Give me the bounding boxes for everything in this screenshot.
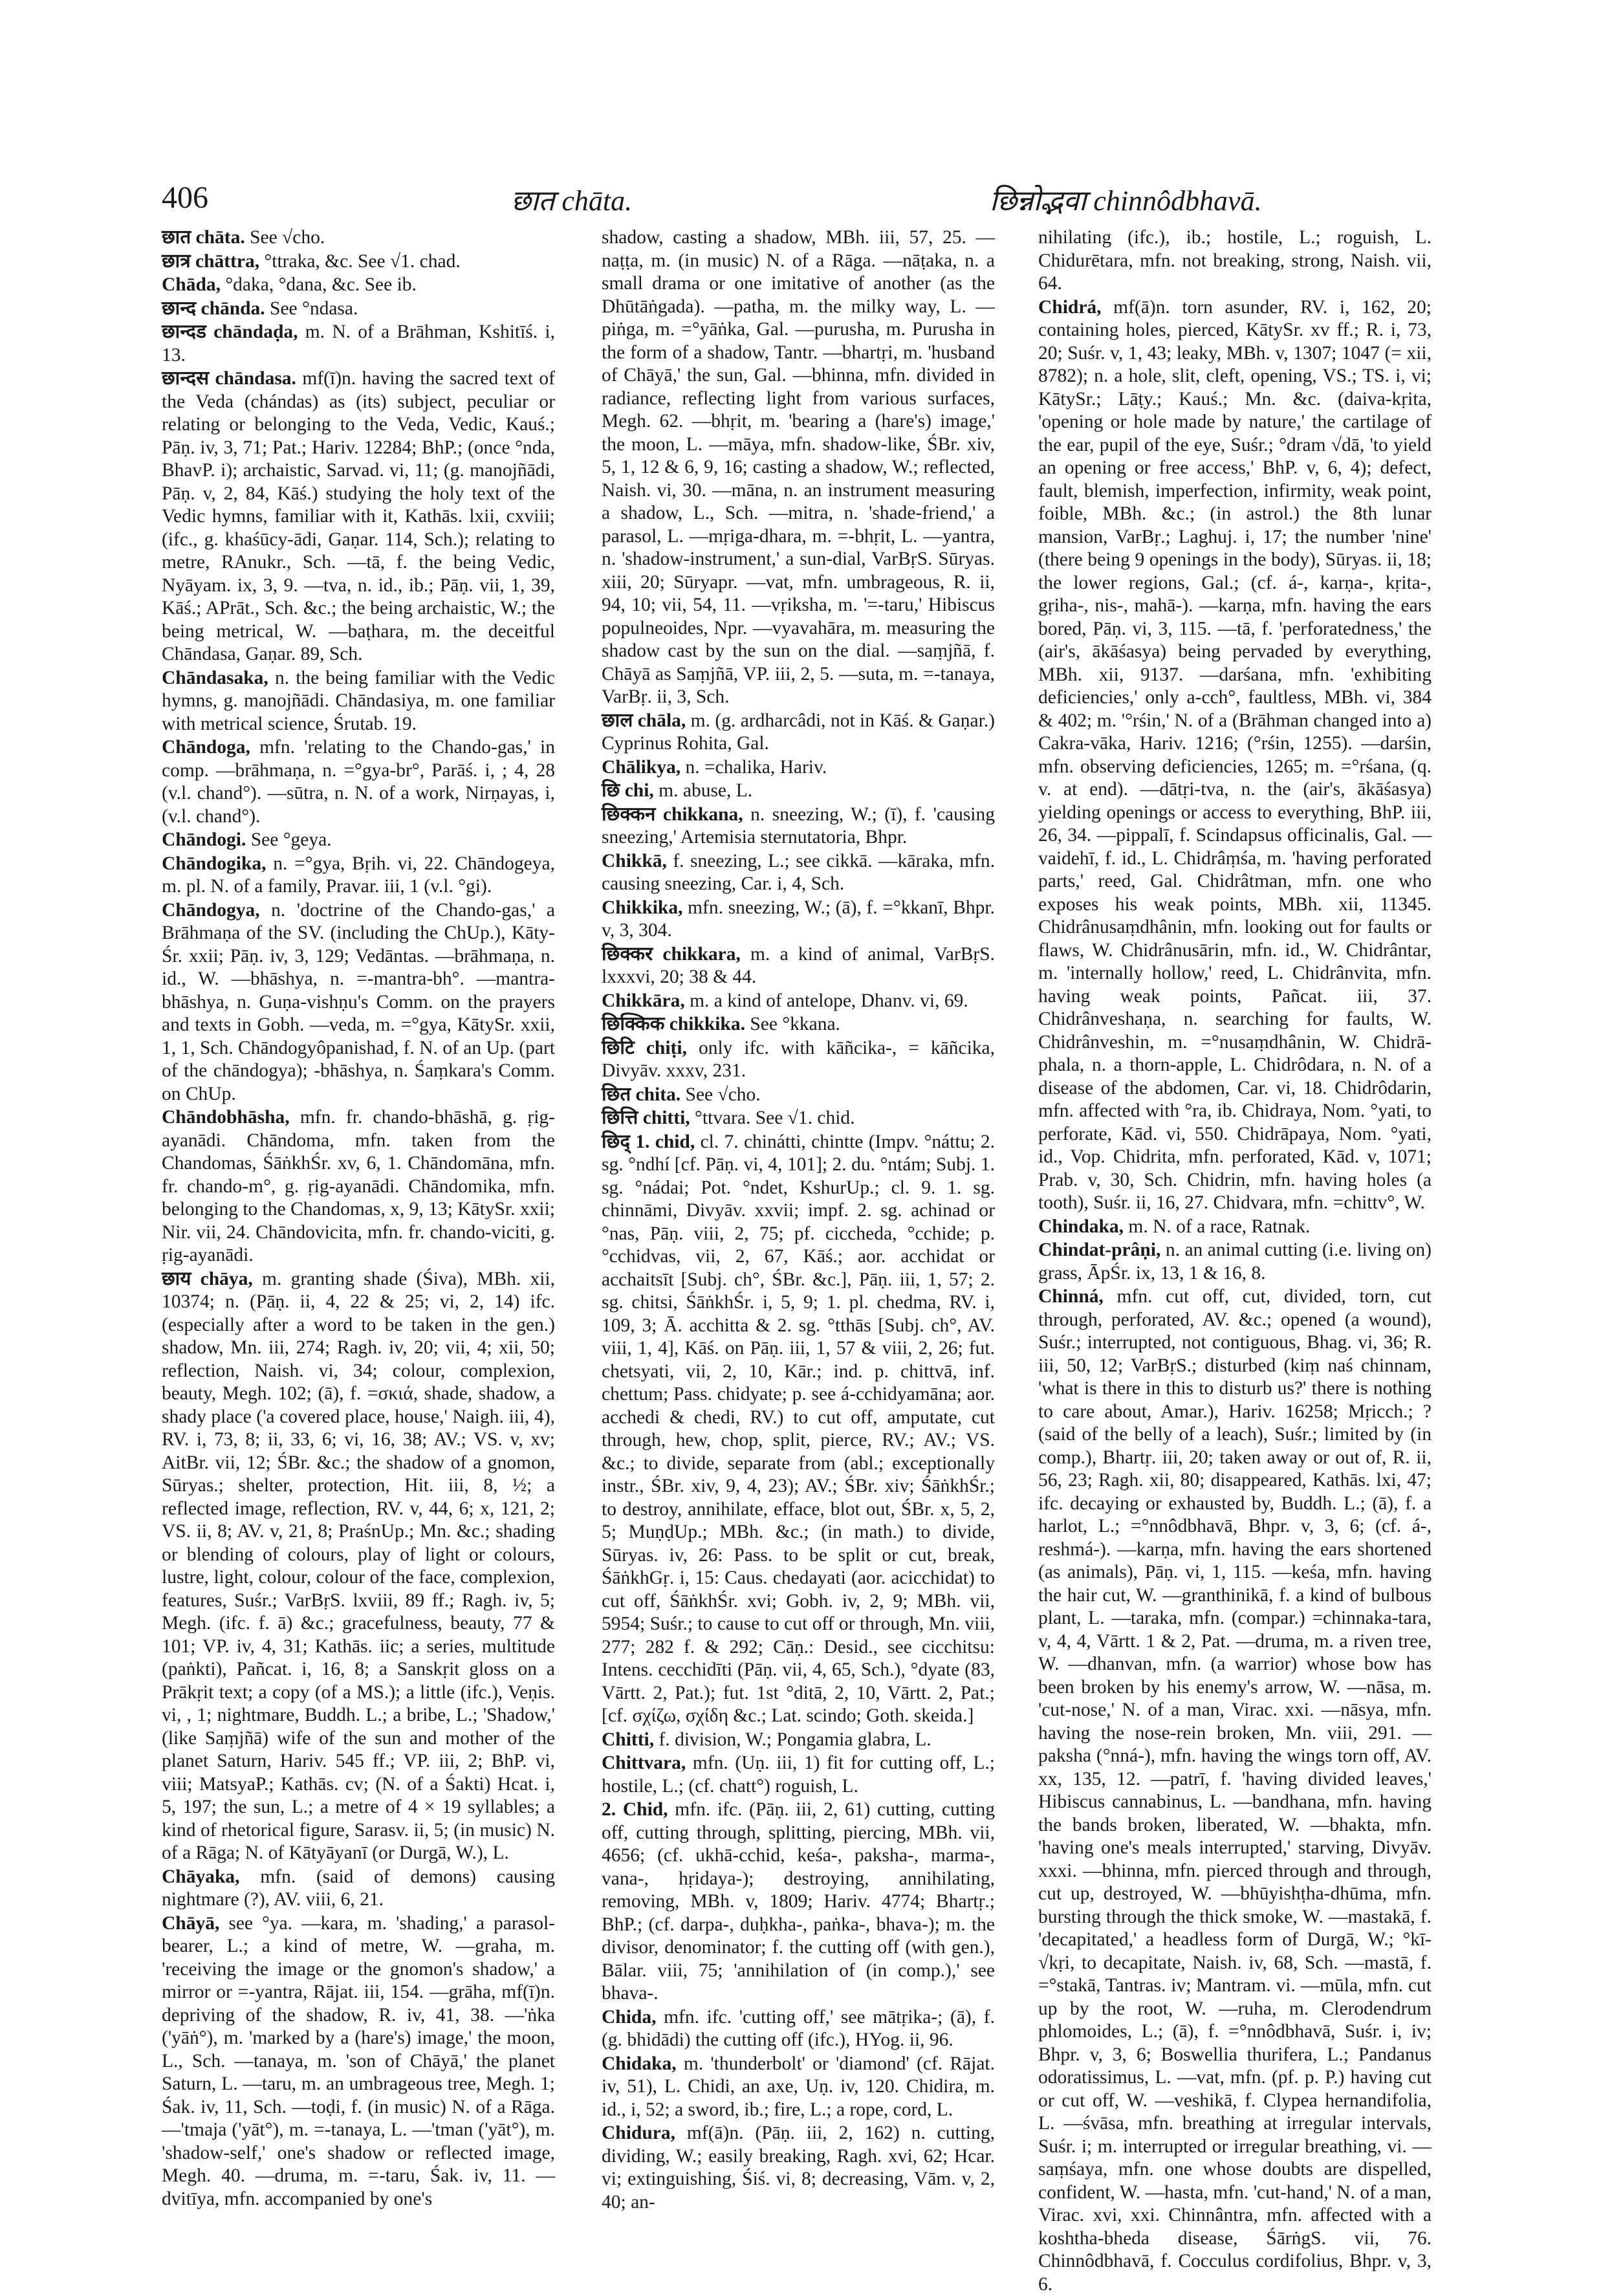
column-right xyxy=(1038,226,1432,2295)
dictionary-entry xyxy=(162,853,555,899)
entry-headword: Chāndasaka, xyxy=(162,667,268,688)
dictionary-entry xyxy=(602,1084,995,1107)
entry-text: m. N. of a Brāhman, Kshitīś. i, 13. xyxy=(162,322,555,366)
entry-headword: छिद् 1. chid, xyxy=(602,1131,695,1152)
entry-text: mfn. (Uṇ. iii, 1) fit for cutting off, L.; hostile, L.; (cf. chatt°) roguish, L. xyxy=(602,1753,995,1797)
dictionary-entry xyxy=(602,1107,995,1130)
dictionary-entry xyxy=(162,321,555,367)
entry-headword: Chidaka, xyxy=(602,2053,677,2074)
entry-text: mfn. ifc. 'cutting off,' see mātṛika-; (ā), f. (g. bhidādi) the cutting off (ifc.), HYog. ii, 96. xyxy=(602,2006,995,2050)
entry-headword: Chāndogi. xyxy=(162,829,246,850)
page-number: 406 xyxy=(162,180,208,215)
dictionary-entry xyxy=(602,850,995,896)
entry-headword: Chinná, xyxy=(1038,1286,1104,1307)
entry-text: f. sneezing, L.; see cikkā. —kāraka, mfn. causing sneezing, Car. i, 4, Sch. xyxy=(602,850,995,894)
entry-text: n. 'doctrine of the Chando-gas,' a Brāhmaṇa of the SV. (including the ChUp.), Kāty-Śr. xxii; Pāṇ. iv, 3, 129; Vedāntas. —brāhmaṇa, n. id., W. —bhāshya, n. =-mantra-bh°. —mantra-bhāshya, n. Guṇa-vishṇu's Comm. on the prayers and texts in Gobh. —veda, m. =°gya, KātySr. xxii, 1, 1, Sch. Chāndogyôpanishad, f. N. of an Up. (part of the chāndogya); -bhāshya, n. Śaṃkara's Comm. on ChUp. xyxy=(162,899,555,1104)
dictionary-entry xyxy=(602,1799,995,2006)
entry-headword: Chitti, xyxy=(602,1729,655,1750)
entry-headword: Chāndoga, xyxy=(162,737,250,758)
entry-headword: छान्दड chāndaḍa, xyxy=(162,322,298,342)
entry-headword: Chāndobhāsha, xyxy=(162,1107,290,1128)
dictionary-entry xyxy=(602,780,995,803)
page-header xyxy=(162,173,1449,225)
entry-headword: छित्ति chitti, xyxy=(602,1108,690,1128)
entry-headword: Chindaka, xyxy=(1038,1216,1124,1237)
entry-headword: Chāndogika, xyxy=(162,853,267,874)
entry-text: See °kkana. xyxy=(745,1014,840,1034)
entry-text: mfn. 'relating to the Chando-gas,' in comp. —brāhmaṇa, n. =°gya-br°, Parāś. i, ; 4, 28 (v.l. chand°). —sūtra, n. N. of a work, Nirṇayas, i, (v.l. chand°). xyxy=(162,737,555,827)
entry-text: m. N. of a race, Ratnak. xyxy=(1124,1216,1311,1237)
dictionary-entry xyxy=(602,1037,995,1083)
dictionary-entry xyxy=(602,226,995,709)
entry-headword: Chāda, xyxy=(162,274,221,295)
right-running-head: छिन्नोद्भवा chinnôdbhavā. xyxy=(990,185,1262,217)
entry-headword: Chittvara, xyxy=(602,1753,686,1773)
dictionary-entry xyxy=(162,899,555,1106)
entry-text: m. abuse, L. xyxy=(653,780,753,801)
dictionary-entry xyxy=(602,2053,995,2122)
entry-text: mfn. (said of demons) causing nightmare (?), AV. viii, 6, 21. xyxy=(162,1866,555,1910)
entry-text: °daka, °dana, &c. See ib. xyxy=(221,274,417,295)
entry-headword: छाल chāla, xyxy=(602,710,686,731)
entry-text: n. sneezing, W.; (ī), f. 'causing sneezing,' Artemisia sternutatoria, Bhpr. xyxy=(602,804,995,847)
column-left xyxy=(162,226,555,2209)
dictionary-entry xyxy=(602,756,995,780)
entry-text: shadow, casting a shadow, MBh. iii, 57, 25. —naṭṭa, m. (in music) N. of a Rāga. —nāṭaka, n. a small drama or one imitative of another (as the Dhūtāṅgada). —patha, m. the milky way, L. —piṅga, m. =°yāṅka, Gal. —purusha, m. Purusha in the form of a shadow, Tantr. —bhartṛi, m. 'husband of Chāyā,' the sun, Gal. —bhinna, mfn. divided in radiance, reflecting light from various surfaces, Megh. 62. —bhṛit, m. 'bearing a (hare's) image,' the moon, L. —māya, mfn. shadow-like, ŚBr. xiv, 5, 1, 12 & 6, 9, 16; casting a shadow, W.; reflected, Naish. vi, 30. —māna, n. an instrument measuring a shadow, L., Sch. —mitra, n. 'shade-friend,' a parasol, L. —mṛiga-dhara, m. =-bhṛit, L. —yantra, n. 'shadow-instrument,' a sun-dial, VarBṛS. Sūryas. xiii, 20; Sūryapr. —vat, mfn. umbrageous, R. ii, 94, 10; vii, 54, 11. —vṛiksha, m. '=-taru,' Hibiscus populneoides, Npr. —vyavahāra, m. measuring the shadow cast by the sun on the dial. —saṃjñā, f. Chāyā as Saṃjñā, VP. iii, 2, 5. —suta, m. =-tanaya, VarBṛ. ii, 3, Sch. xyxy=(602,227,995,707)
left-running-head: छात chāta. xyxy=(511,185,633,217)
dictionary-entry xyxy=(162,274,555,297)
entry-text: See √cho. xyxy=(245,227,325,248)
dictionary-entry xyxy=(1038,1216,1432,1239)
entry-text: mfn. ifc. (Pāṇ. iii, 2, 61) cutting, cutting off, cutting through, splitting, piercing, MBh. vii, 4656; (cf. ukhā-cchid, keśa-, paksha-, marma-, vana-, hṛidaya-); destroying, annihilating, removing, MBh. v, 1809; Hariv. 4774; Bhartṛ.; BhP.; (cf. darpa-, duḥkha-, paṅka-, bhava-); m. the divisor, denominator; f. the cutting off (with gen.), Bālar. viii, 75; 'annihilation of (in comp.),' see bhava-. xyxy=(602,1799,995,2004)
dictionary-entry xyxy=(602,990,995,1013)
dictionary-entry xyxy=(162,1106,555,1267)
dictionary-entry xyxy=(1038,296,1432,1215)
entry-headword: Chindat-prâṇi, xyxy=(1038,1240,1161,1260)
entry-headword: छान्दस chāndasa. xyxy=(162,368,296,389)
dictionary-entry xyxy=(602,897,995,943)
dictionary-entry xyxy=(162,226,555,250)
entry-text: n. the being familiar with the Vedic hymns, g. manojñādi. Chāndasiya, m. one familiar with metrical science, Śrutab. 19. xyxy=(162,667,555,734)
dictionary-entry xyxy=(602,2122,995,2214)
entry-headword: छिक्किक chikkika. xyxy=(602,1014,745,1034)
entry-headword: Chikkika, xyxy=(602,897,683,918)
dictionary-entry xyxy=(602,943,995,989)
entry-text: m. a kind of animal, VarBṛS. lxxxvi, 20; 38 & 44. xyxy=(602,943,995,987)
entry-headword: Chikkā, xyxy=(602,850,667,871)
entry-text: m. (g. ardharcâdi, not in Kāś. & Gaṇar.) Cyprinus Rohita, Gal. xyxy=(602,710,995,754)
dictionary-entry xyxy=(602,710,995,756)
entry-text: only ifc. with kāñcika-, = kāñcika, Divyāv. xxxv, 231. xyxy=(602,1037,996,1081)
dictionary-entry xyxy=(602,1013,995,1036)
entry-headword: छाय chāya, xyxy=(162,1268,253,1289)
entry-headword: Chāyaka, xyxy=(162,1866,240,1887)
entry-text: n. =chalika, Hariv. xyxy=(681,756,827,778)
entry-headword: छान्द chānda. xyxy=(162,298,265,319)
dictionary-entry xyxy=(1038,1285,1432,2296)
dictionary-entry xyxy=(162,298,555,321)
entry-headword: Chālikya, xyxy=(602,756,681,778)
entry-text: m. a kind of antelope, Dhanv. vi, 69. xyxy=(684,990,968,1011)
entry-headword: Chāndogya, xyxy=(162,899,260,921)
entry-headword: 2. Chid, xyxy=(602,1799,668,1820)
dictionary-entry xyxy=(1038,226,1432,296)
entry-text: m. 'thunderbolt' or 'diamond' (cf. Rājat. iv, 51), L. Chidi, an axe, Uṇ. iv, 120. Chidira, m. id., i, 52; a sword, ib.; fire, L.; a rope, cord, L. xyxy=(602,2053,995,2120)
dictionary-entry xyxy=(162,1866,555,1912)
entry-headword: Chidura, xyxy=(602,2123,675,2143)
dictionary-entry xyxy=(162,1912,555,2211)
dictionary-entry xyxy=(602,1131,995,1728)
entry-text: mf(ā)n. (Pāṇ. iii, 2, 162) n. cutting, dividing, W.; easily breaking, Ragh. xvi, 62; Hcar. vi; extinguishing, Śiś. vi, 8; decreasing, Vām. v, 2, 40; an- xyxy=(602,2123,995,2213)
entry-text: m. granting shade (Śiva), MBh. xii, 10374; n. (Pāṇ. ii, 4, 22 & 25; vi, 2, 14) ifc. (especially after a word to be taken in the gen.) shadow, Mn. iii, 274; Ragh. iv, 20; vii, 4; xii, 50; reflection, Naish. vi, 34; colour, complexion, beauty, Megh. 102; (ā), f. =σκιά, shade, shadow, a shady place ('a covered place, house,' Naigh. iii, 4), RV. i, 73, 8; ii, 33, 6; vi, 16, 38; AV.; VS. v, xv; AitBr. vii, 12; ŚBr. &c.; the shadow of a gnomon, Sūryas.; shelter, protection, Hit. iii, 8, ½; a reflected image, reflection, RV. v, 44, 6; x, 121, 2; VS. ii, 8; AV. v, 21, 8; PraśnUp.; Mn. &c.; shading or blending of colours, play of light or colours, lustre, light, colour, colour of the face, complexion, features, Suśr.; VarBṛS. lxviii, 89 ff.; Ragh. iv, 5; Megh. (ifc. f. ā) &c.; gracefulness, beauty, 77 & 101; VP. iv, 4, 31; Kathās. iic; a series, multitude (paṅkti), Pañcat. i, 16, 8; a Sanskṛit gloss on a Prākṛit text; a copy (of a MS.); a little (ifc.), Veṇis. vi, , 1; nightmare, Buddh. L.; a bribe, L.; 'Shadow,' (like Saṃjñā) wife of the sun and mother of the planet Saturn, Hariv. 545 ff.; VP. iii, 2; BhP. vi, viii; MatsyaP.; Kathās. cv; (N. of a Śakti) Hcat. i, 5, 197; the sun, L.; a metre of 4 × 19 syllables; a kind of rhetorical figure, Sarasv. ii, 5; (in music) N. of a Rāga; N. of Kātyāyanī (or Durgā, W.), L. xyxy=(162,1268,555,1863)
entry-text: mf(ī)n. having the sacred text of the Veda (chándas) as (its) subject, peculiar or relating or belonging to the Veda, Vedic, Kauś.; Pāṇ. iv, 3, 71; Pat.; Hariv. 12284; BhP.; (once °nda, BhavP. i); archaistic, Sarvad. vi, 11; (g. manojñādi, Pāṇ. v, 2, 84, Kāś.) studying the holy text of the Vedic hymns, familiar with it, Kathās. lxii, cxviii; (ifc., g. khaśūcy-ādi, Gaṇar. 114, Sch.); relating to metre, RAnukr., Sch. —tā, f. the being Vedic, Nyāyam. ix, 3, 9. —tva, n. id., ib.; Pāṇ. vii, 1, 39, Kāś.; APrāt., Sch. &c.; the being archaistic, W.; the being metrical, W. —baṭhara, m. the deceitful Chāndasa, Gaṇar. 89, Sch. xyxy=(162,368,555,664)
entry-text: See √cho. xyxy=(681,1084,761,1105)
dictionary-entry xyxy=(602,1729,995,1752)
entry-text: mfn. fr. chando-bhāshā, g. ṛig-ayanādi. Chāndoma, mfn. taken from the Chandomas, ŚāṅkhŚr. xv, 6, 1. Chāndomāna, mfn. fr. chando-m°, g. ṛig-ayanādi. Chāndomika, mfn. belonging to the Chandomas, x, 9, 13; KātySr. xxii; Nir. vii, 24. Chāndovicita, mfn. fr. chando-viciti, g. ṛig-ayanādi. xyxy=(162,1107,555,1265)
entry-text: n. =°gya, Bṛih. vi, 22. Chāndogeya, m. pl. N. of a family, Pravar. iii, 1 (v.l. °gi). xyxy=(162,853,555,897)
entry-text: nihilating (ifc.), ib.; hostile, L.; roguish, L. Chidurētara, mfn. not breaking, strong, Naish. vii, 64. xyxy=(1038,227,1432,294)
dictionary-entry xyxy=(162,667,555,736)
entry-headword: छि chi, xyxy=(602,780,654,801)
dictionary-entry xyxy=(602,2006,995,2052)
entry-headword: Chikkāra, xyxy=(602,990,685,1011)
dictionary-entry xyxy=(162,736,555,828)
entry-text: See °geya. xyxy=(246,829,332,850)
entry-headword: Chāyā, xyxy=(162,1912,220,1934)
entry-headword: Chida, xyxy=(602,2006,657,2028)
entry-text: see °ya. —kara, m. 'shading,' a parasol-bearer, L.; a kind of metre, W. —graha, m. 'receiving the image or the gnomon's shadow,' a mirror or =-yantra, Rājat. iii, 154. —grāha, mf(ī)n. depriving of the shadow, R. iv, 41, 38. —'ṅka ('yāṅ°), m. 'marked by a (hare's) image,' the moon, L., Sch. —tanaya, m. 'son of Chāyā,' the planet Saturn, L. —taru, m. an umbrageous tree, Megh. 1; Śak. iv, 11, Sch. —toḍi, f. (in music) N. of a Rāga. —'tmaja ('yāt°), m. =-tanaya, L. —'tman ('yāt°), m. 'shadow-self,' one's shadow or reflected image, Megh. 40. —druma, m. =-taru, Śak. iv, 11. —dvitīya, mfn. accompanied by one's xyxy=(162,1912,555,2209)
column-middle xyxy=(602,226,996,2213)
dictionary-entry xyxy=(162,250,555,274)
entry-headword: छात chāta. xyxy=(162,227,245,248)
dictionary-entry xyxy=(162,1268,555,1865)
dictionary-entry xyxy=(162,829,555,852)
entry-text: °ttraka, &c. See √1. chad. xyxy=(259,250,461,272)
entry-text: See °ndasa. xyxy=(265,298,358,319)
entry-text: n. an animal cutting (i.e. living on) grass, ĀpŚr. ix, 13, 1 & 16, 8. xyxy=(1038,1240,1432,1284)
dictionary-entry xyxy=(1038,1239,1432,1285)
entry-headword: छात्र chāttra, xyxy=(162,250,260,272)
entry-headword: छिटि chiṭi, xyxy=(602,1037,687,1058)
entry-text: f. division, W.; Pongamia glabra, L. xyxy=(654,1729,931,1750)
entry-text: mfn. cut off, cut, divided, torn, cut through, perforated, AV. &c.; opened (a wound), Suśr.; interrupted, not contiguous, Bhag. vi, 36; R. iii, 50, 12; VarBṛS.; disturbed (kiṃ naś chinnam, 'what is there in this to disturb us?' there is nothing to care about, Amar.), Hariv. 16258; Mṛicch.; ? (said of the belly of a leach), Suśr.; limited by (in comp.), Bhartṛ. iii, 20; taken away or out of, R. ii, 56, 23; Ragh. xii, 80; disappeared, Kathās. lxi, 47; ifc. decaying or exhausted by, Buddh. L.; (ā), f. a harlot, L.; =°nnôdbhavā, Bhpr. v, 3, 6; (cf. á-, reshmá-). —karṇa, mfn. having the ears shortened (as animals), Pāṇ. vi, 1, 115. —keśa, mfn. having the hair cut, W. —granthinikā, f. a kind of bulbous plant, L. —taraka, mfn. (compar.) =chinnaka-tara, v, 4, 4, Vārtt. 1 & 2, Pat. —druma, m. a riven tree, W. —dhanvan, mfn. (a warrior) whose bow has been broken by his enemy's arrow, W. —nāsa, m. 'cut-nose,' N. of a man, Virac. xxi. —nāsya, mfn. having the nose-rein broken, Mn. viii, 291. —paksha (°nná-), mfn. having the wings torn off, AV. xx, 135, 12. —patrī, f. 'having divided leaves,' Hibiscus cannabinus, L. —bandhana, mfn. having the bands broken, liberated, W. —bhakta, mfn. 'having one's meals interrupted,' starving, Divyāv. xxxi. —bhinna, mfn. pierced through and through, cut up, destroyed, W. —bhūyishṭha-dhūma, mfn. bursting through the thick smoke, W. —mastakā, f. 'decapitated,' a headless form of Durgā, W.; °kī-√kṛi, to decapitate, Naish. iv, 68, Sch. —mastā, f. =°stakā, Tantras. iv; Mantram. vi. —mūla, mfn. cut up by the root, W. —ruha, m. Clerodendrum phlomoides, L.; (ā), f. =°nnôdbhavā, Suśr. i, iv; Bhpr. v, 3, 6; Boswellia thurifera, L.; Pandanus odoratissimus, L. —vat, mfn. (pf. p. P.) having cut or cut off, W. —veshikā, f. Clypea hernandifolia, L. —śvāsa, mfn. breathing at irregular intervals, Suśr. i; m. interrupted or irregular breathing, vi. —saṃśaya, mfn. one whose doubts are dispelled, confident, W. —hasta, mfn. 'cut-hand,' N. of a man, Virac. xvi, xxi. Chinnântra, mfn. affected with a koshtha-bheda disease, ŚārṅgS. vii, 76. Chinnôdbhavā, f. Cocculus cordifolius, Bhpr. v, 3, 6. xyxy=(1038,1286,1432,2295)
entry-text: mfn. sneezing, W.; (ā), f. =°kkanī, Bhpr. v, 3, 304. xyxy=(602,897,995,941)
entry-text: °ttvara. See √1. chid. xyxy=(690,1108,855,1128)
entry-headword: छित chita. xyxy=(602,1084,681,1105)
entry-headword: छिक्कर chikkara, xyxy=(602,943,741,965)
dictionary-entry xyxy=(162,367,555,666)
entry-headword: छिक्कन chikkana, xyxy=(602,804,743,825)
entry-text: mf(ā)n. torn asunder, RV. i, 162, 20; containing holes, pierced, KātySr. xv ff.; R. i, 73, 20; Suśr. v, 1, 43; leaky, MBh. v, 1307; 1047 (= xii, 8782); n. a hole, slit, cleft, opening, VS.; TS. i, vi; KātySr.; Lāṭy.; Kauś.; Mn. &c. (daiva-kṛita, 'opening or hole made by nature,' the cartilage of the ear, pupil of the eye, Suśr.; °dram √dā, 'to yield an opening or free access,' BhP. v, 6, 4); defect, fault, blemish, imperfection, infirmity, weak point, foible, MBh. &c.; (in astrol.) the 8th lunar mansion, VarBṛ.; Laghuj. i, 17; the number 'nine' (there being 9 openings in the body), Sūryas. ii, 18; the lower regions, Gal.; (cf. á-, karṇa-, kṛita-, gṛiha-, nis-, mahā-). —karṇa, mfn. having the ears bored, Pāṇ. vi, 3, 115. —tā, f. 'perforatedness,' the (air's, ākāśasya) being pervaded by everything, MBh. xii, 9137. —darśana, mfn. 'exhibiting deficiencies,' only a-cch°, faultless, MBh. vi, 384 & 402; m. '°rśin,' N. of a (Brāhman changed into a) Cakra-vāka, Hariv. 1216; (°rśin, 1255). —darśin, mfn. observing deficiencies, 1265; m. =°rśana, (q. v. at end). —dātṛi-tva, n. the (air's, ākāśasya) yielding openings or access to everything, BhP. iii, 26, 34. —pippalī, f. Scindapsus officinalis, Gal. —vaidehī, f. id., L. Chidrâṃśa, m. 'having perforated parts,' reed, Gal. Chidrâtman, mfn. one who exposes his weak points, MBh. xii, 11345. Chidrânusaṃdhânin, mfn. looking out for faults or flaws, W. Chidrânusārin, mfn. id., W. Chidrântar, m. 'internally hollow,' reed, L. Chidrânvita, mfn. having weak points, Pañcat. iii, 37. Chidrânveshaṇa, n. searching for faults, W. Chidrânveshin, m. =°nusaṃdhânin, W. Chidrā-phala, n. a thorn-apple, L. Chidrôdara, n. N. of a disease of the abdomen, Car. vi, 18. Chidrôdarin, mfn. affected with °ra, ib. Chidraya, Nom. °yati, to perforate, Kād. vi, 550. Chidrāpaya, Nom. °yati, id., Vop. Chidrita, mfn. perforated, Kād. v, 1071; Prab. v, 30, Sch. Chidrin, mfn. having holes (a tooth), Suśr. ii, 16, 27. Chidvara, mfn. =chittv°, W. xyxy=(1038,296,1432,1213)
entry-text: cl. 7. chinátti, chintte (Impv. °náttu; 2. sg. °ndhí [cf. Pāṇ. vi, 4, 101]; 2. du. °ntám; Subj. 1. sg. °nádai; Pot. °ndet, KshurUp.; cl. 9. 1. sg. chinnāmi, Divyāv. xxvii; impf. 2. sg. achinad or °nas, Pāṇ. viii, 2, 75; pf. ciccheda, °cchide; p. °cchidvas, vii, 2, 67, Kāś.; aor. acchidat or acchaitsīt [Subj. ch°, ŚBr. &c.], Pāṇ. iii, 1, 57; 2. sg. chitsi, ŚāṅkhŚr. i, 5, 9; 1. pl. chedma, RV. i, 109, 3; Ā. acchitta & 2. sg. °tthās [Subj. ch°, AV. viii, 1, 4], Kāś. on Pāṇ. iii, 1, 57 & viii, 2, 26; fut. chetsyati, vii, 2, 10, Kār.; ind. p. chittvā, inf. chettum; Pass. chidyate; p. see á-cchidyamāna; aor. acchedi & chedi, RV.) to cut off, amputate, cut through, hew, chop, split, pierce, RV.; AV.; VS. &c.; to divide, separate from (abl.; exceptionally instr., ŚBr. xiv, 9, 4, 23); AV.; ŚBr. xiv; ŚāṅkhŚr.; to destroy, annihilate, efface, blot out, ŚBr. x, 5, 2, 5; MuṇḍUp.; MBh. &c.; (in math.) to divide, Sūryas. iv, 26: Pass. to be split or cut, break, ŚāṅkhGṛ. i, 15: Caus. chedayati (aor. acicchidat) to cut off, ŚāṅkhŚr. xvi; Gobh. iv, 2, 9; MBh. vii, 5954; Suśr.; to cause to cut off or through, Mn. viii, 277; 282 f. & 292; Cāṇ.: Desid., see cicchitsu: Intens. cecchidīti (Pāṇ. vii, 4, 65, Sch.), °dyate (83, Vārtt. 2, Pat.); fut. 1st °ditā, 2, 10, Vārtt. 2, Pat.; [cf. σχίζω, σχίδη &c.; Lat. scindo; Goth. skeida.] xyxy=(602,1131,995,1726)
entry-headword: Chidrá, xyxy=(1038,296,1102,318)
dictionary-entry xyxy=(602,804,995,849)
dictionary-entry xyxy=(602,1752,995,1798)
